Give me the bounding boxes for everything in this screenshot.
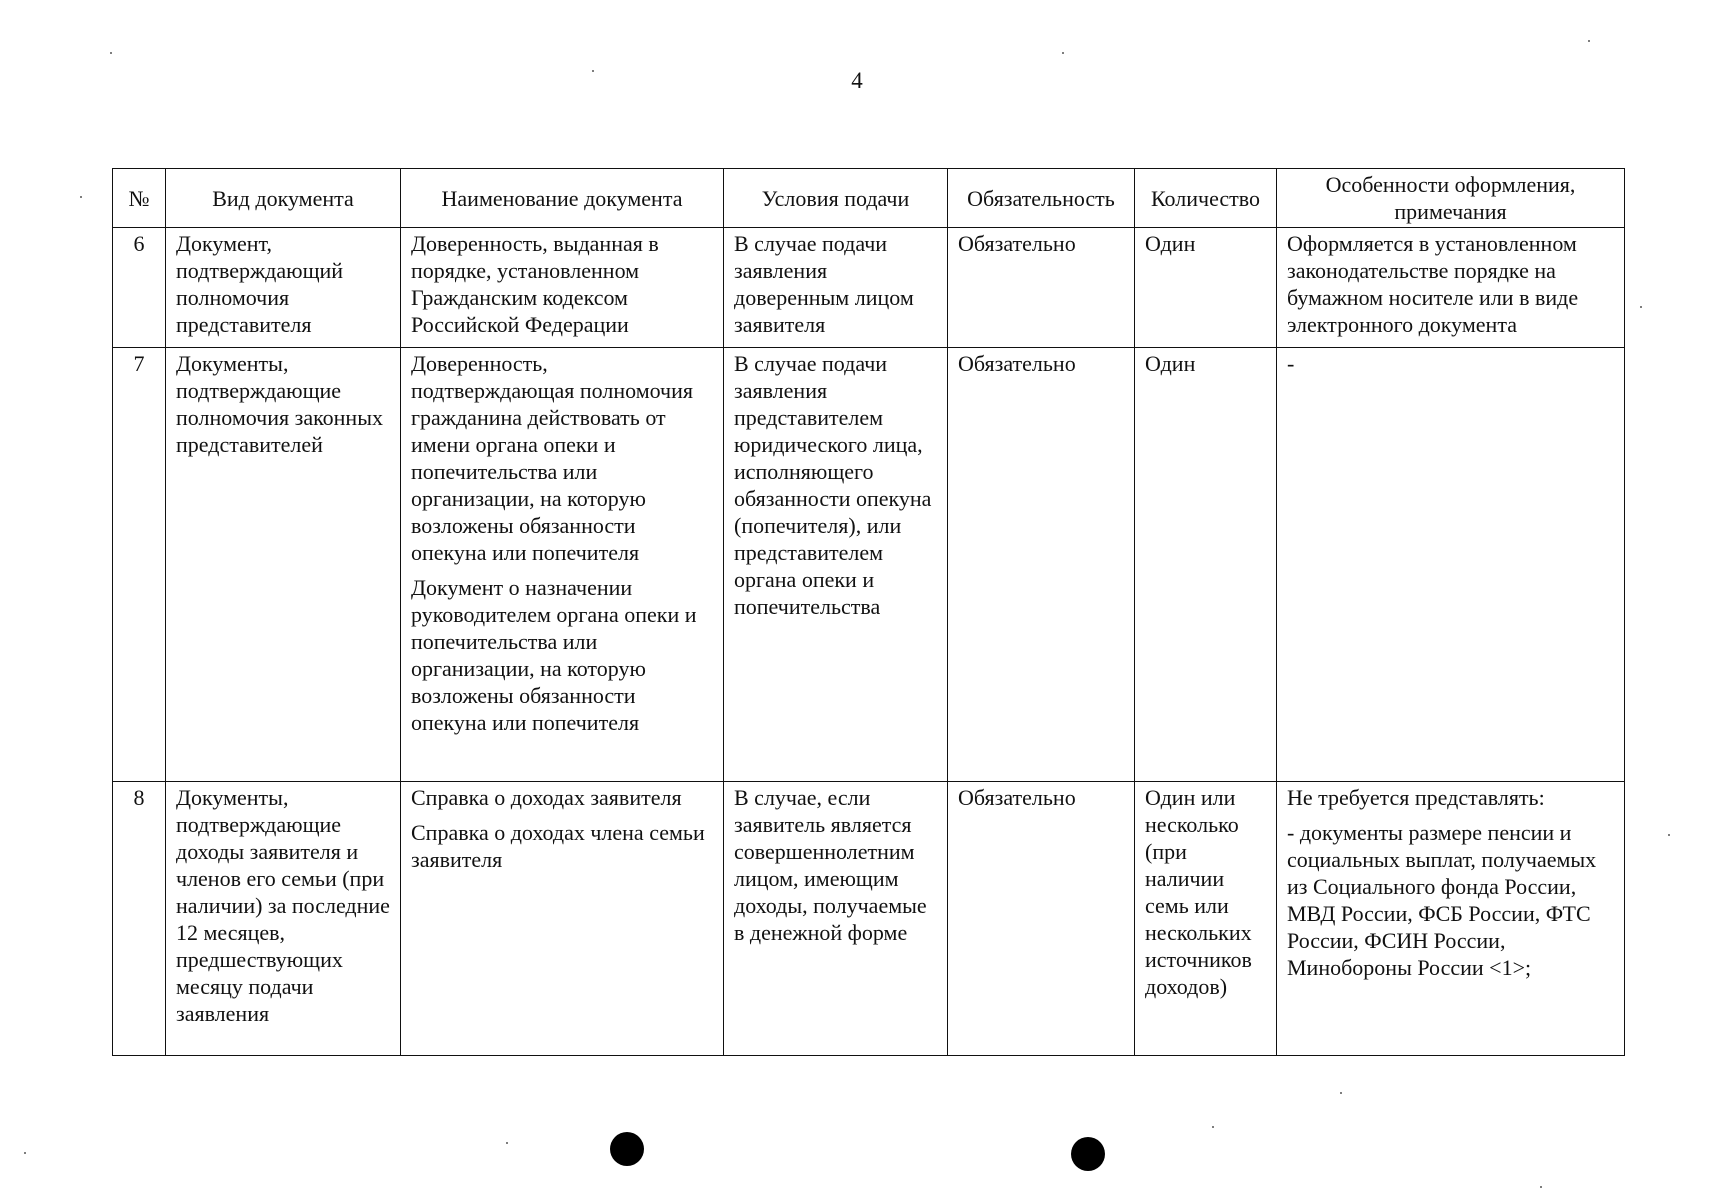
cell-doc-type: Документы, подтверждающие доходы заявителя и членов его семьи (при наличии) за последние 12 месяцев, предшествующих месяцу подачи заявления bbox=[166, 782, 401, 1056]
cell-doc-name bbox=[401, 228, 724, 348]
page-number: 4 bbox=[851, 68, 863, 93]
notes-text: - документы размере пенсии и социальных выплат, получаемых из Социального фонда России, МВД России, ФСБ России, ФТС России, ФСИН России, Минобороны России <1>; bbox=[1287, 820, 1597, 980]
scan-speck bbox=[110, 52, 112, 54]
table-row bbox=[113, 228, 1625, 348]
table-row bbox=[113, 782, 1625, 1056]
scan-speck bbox=[1540, 1186, 1542, 1188]
doc-name-text: Справка о доходах заявителя bbox=[411, 785, 682, 810]
scan-speck bbox=[1340, 1092, 1342, 1094]
cell-doc-type: Документ, подтверждающий полномочия представителя bbox=[166, 228, 401, 348]
cell-quantity: Один или несколько (при наличии семь или нескольких источников доходов) bbox=[1135, 782, 1277, 1056]
cell-conditions: В случае, если заявитель является совершеннолетним лицом, имеющим доходы, получаемые в денежной форме bbox=[724, 782, 948, 1056]
cell-quantity: Один bbox=[1135, 228, 1277, 348]
doc-name-text: Документ о назначении руководителем органа опеки и попечительства или организации, на которую возложены обязанности опекуна или попечителя bbox=[411, 575, 697, 735]
cell-notes bbox=[1277, 782, 1625, 1056]
scan-speck bbox=[506, 1142, 508, 1144]
scan-speck bbox=[1588, 40, 1590, 42]
table-header-row bbox=[113, 169, 1625, 228]
header-notes: Особенности оформления, примечания bbox=[1277, 169, 1625, 228]
header-num: № bbox=[113, 169, 166, 228]
binder-hole-left bbox=[610, 1132, 644, 1166]
cell-doc-name bbox=[401, 348, 724, 782]
cell-notes bbox=[1277, 228, 1625, 348]
doc-name-text: Доверенность, выданная в порядке, установленном Гражданским кодексом Российской Федерации bbox=[411, 231, 659, 337]
header-doc-type: Вид документа bbox=[166, 169, 401, 228]
cell-conditions: В случае подачи заявления представителем юридического лица, исполняющего обязанности опекуна (попечителя), или представителем органа опеки и попечительства bbox=[724, 348, 948, 782]
header-quantity: Количество bbox=[1135, 169, 1277, 228]
row-number: 7 bbox=[113, 348, 166, 782]
doc-name-text: Доверенность, подтверждающая полномочия гражданина действовать от имени органа опеки и попечительства или организации, на которую возложены обязанности опекуна или попечителя bbox=[411, 351, 694, 565]
cell-obligation: Обязательно bbox=[948, 348, 1135, 782]
cell-notes bbox=[1277, 348, 1625, 782]
scan-speck bbox=[1062, 52, 1064, 54]
row-number: 8 bbox=[113, 782, 166, 1056]
notes-text: Не требуется представлять: bbox=[1287, 785, 1545, 810]
cell-obligation: Обязательно bbox=[948, 228, 1135, 348]
scan-speck bbox=[1668, 834, 1670, 836]
table-row bbox=[113, 348, 1625, 782]
documents-table bbox=[112, 168, 1625, 1056]
scan-speck bbox=[1640, 306, 1642, 308]
notes-text: Оформляется в установленном законодательстве порядке на бумажном носителе или в виде электронного документа bbox=[1287, 231, 1579, 337]
cell-doc-name bbox=[401, 782, 724, 1056]
row-number: 6 bbox=[113, 228, 166, 348]
scan-speck bbox=[592, 70, 594, 72]
header-obligation: Обязательность bbox=[948, 169, 1135, 228]
scan-speck bbox=[24, 1152, 26, 1154]
scan-speck bbox=[80, 196, 82, 198]
notes-text: - bbox=[1287, 351, 1295, 376]
doc-name-text: Справка о доходах члена семьи заявителя bbox=[411, 820, 705, 872]
cell-obligation: Обязательно bbox=[948, 782, 1135, 1056]
header-conditions: Условия подачи bbox=[724, 169, 948, 228]
cell-doc-type: Документы, подтверждающие полномочия законных представителей bbox=[166, 348, 401, 782]
scan-speck bbox=[1212, 1126, 1214, 1128]
binder-hole-right bbox=[1071, 1137, 1105, 1171]
cell-conditions: В случае подачи заявления доверенным лицом заявителя bbox=[724, 228, 948, 348]
cell-quantity: Один bbox=[1135, 348, 1277, 782]
header-doc-name: Наименование документа bbox=[401, 169, 724, 228]
